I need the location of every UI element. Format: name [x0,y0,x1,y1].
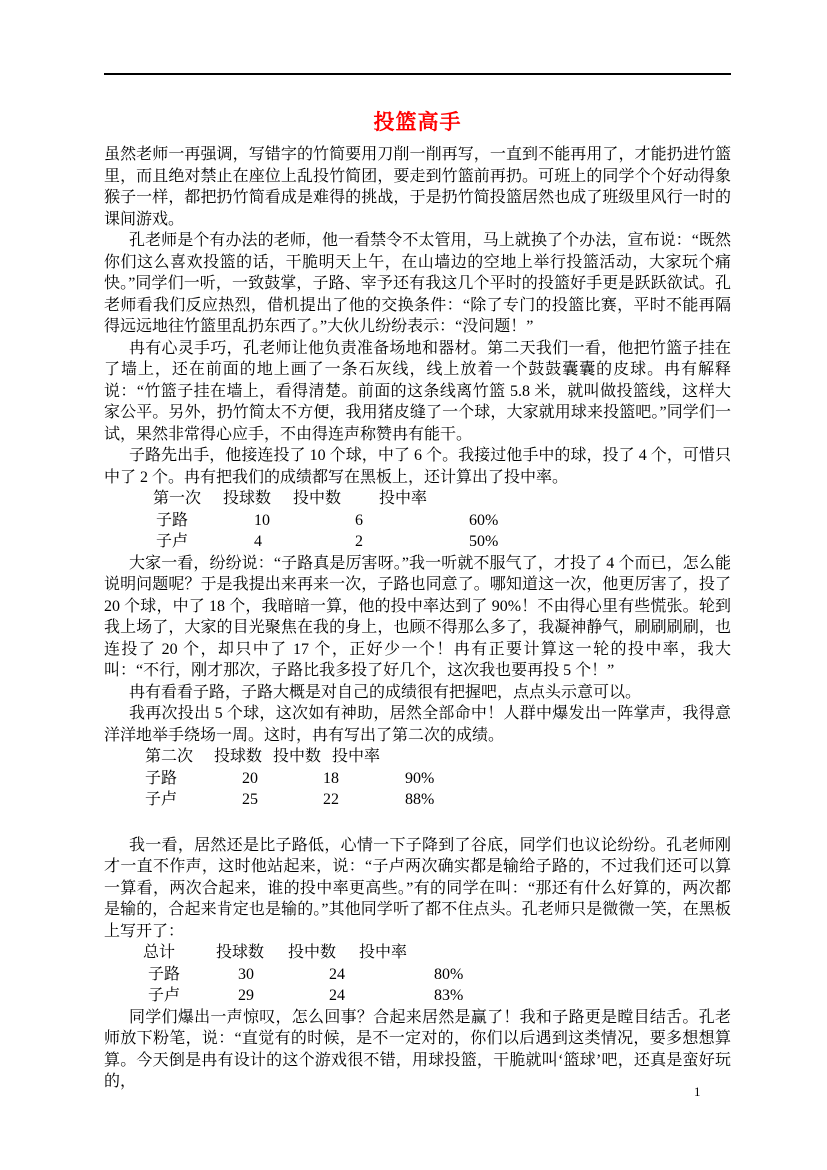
cell-thrown: 10 [254,511,270,529]
cell-rate: 80% [434,965,464,983]
cell-rate: 50% [469,533,499,550]
cell-thrown: 25 [242,791,258,808]
col-made: 投中数 [293,490,342,507]
score-table-round1 [104,488,731,553]
col-thrown: 投球数 [216,944,265,961]
col-made: 投中数 [273,748,322,765]
document-content [104,73,731,1093]
cell-rate: 60% [469,511,499,529]
cell-player-name: 子路 [148,965,181,983]
page-title: 投篮高手 [373,110,462,134]
cell-rate: 90% [405,769,435,787]
score-table-round2 [104,746,731,811]
cell-player-name: 子卢 [148,987,181,1004]
col-rate: 投中率 [379,490,428,507]
cell-player-name: 子卢 [145,791,178,808]
table-row-player2 [104,789,731,811]
paragraph-6: 冉有看看子路，子路大概是对自己的成绩很有把握吧，点点头示意可以。 [129,683,642,701]
col-round-label: 第二次 [145,748,194,765]
cell-made: 24 [329,987,345,1004]
cell-thrown: 20 [242,769,258,787]
score-table-total [104,942,731,1007]
col-thrown: 投球数 [223,490,272,507]
col-rate: 投中率 [359,944,408,961]
cell-rate: 83% [434,987,464,1004]
cell-made: 24 [329,965,345,983]
table-header-row [104,746,731,768]
cell-made: 2 [355,533,363,550]
paragraph-3: 冉有心灵手巧，孔老师让他负责准备场地和器材。第二天我们一看，他把竹篮子挂在了墙上，还在前面的地上画了一条石灰线，线上放着一个鼓鼓囊囊的皮球。冉有解释说：“竹篮子挂在墙上，看得清楚。前面的这条线离竹篮 5.8 米，就叫做投篮线，这样大家公平。另外，扔竹简太不方便，我用猪皮缝了一个球，大家就用球来投篮吧。”同学们一试，果然非常得心应手，不由得连声称赞冉有能干。 [104,339,731,443]
cell-player-name: 子路 [156,511,189,529]
header-divider [104,73,731,75]
paragraph-9: 同学们爆出一声惊叹，怎么回事？合起来居然是赢了！我和子路更是瞠目结舌。孔老师放下粉笔，说：“直觉有的时候，是不一定对的，你们以后遇到这类情况，要多想想算算。今天倒是冉有设计的这个游戏很不错，用球投篮，干脆就叫‘篮球’吧，还真是蛮好玩的， [104,1008,731,1090]
paragraph-1: 虽然老师一再强调，写错字的竹简要用刀削一削再写，一直到不能再用了，才能扔进竹篮里，而且绝对禁止在座位上乱投竹简团，要走到竹篮前再扔。可班上的同学个个好动得象猴子一样，都把扔竹简看成是难得的挑战，于是扔竹简投篮居然也成了班级里风行一时的课间游戏。 [104,146,731,228]
col-rate: 投中率 [332,748,381,765]
cell-player-name: 子路 [145,769,178,787]
col-round-label: 总计 [143,944,176,961]
table-row-player2 [104,985,731,1007]
col-made: 投中数 [288,944,337,961]
page-number: 1 [694,1084,701,1099]
cell-rate: 88% [405,791,435,808]
col-thrown: 投球数 [214,748,263,765]
cell-thrown: 4 [254,533,262,550]
col-round-label: 第一次 [153,490,202,507]
paragraph-2: 孔老师是个有办法的老师，他一看禁令不太管用，马上就换了个办法，宣布说：“既然你们这么喜欢投篮的话，干脆明天上午，在山墙边的空地上举行投篮活动，大家玩个痛快。”同学们一听，一致鼓掌，子路、宰予还有我这几个平时的投篮好手更是跃跃欲试。孔老师看我们反应热烈，借机提出了他的交换条件：“除了专门的投篮比赛，平时不能再隔得远远地往竹篮里乱扔东西了。”大伙儿纷纷表示：“没问题！” [104,232,731,335]
paragraph-5: 大家一看，纷纷说：“子路真是厉害呀。”我一听就不服气了，才投了 4 个而已，怎么能说明问题呢？于是我提出来再来一次，子路也同意了。哪知道这一次，他更厉害了，投了 20 个球，中了 18 个，我暗暗一算，他的投中率达到了 90%！不由得心里有些慌张。轮到我上场了，大家的目光聚焦在我的身上，也顾不得那么多了，我凝神静气，刷刷刷刷，也连投了 20 个，却只中了 17 个，正好少一个！冉有正要计算这一轮的投中率，我大叫：“不行，刚才那次，子路比我多投了好几个，这次我也要再投 5 个！” [104,554,731,679]
table-row-player1 [104,510,731,532]
cell-made: 18 [323,769,339,787]
table-row-player1 [104,768,731,790]
paragraph-4: 子路先出手，他接连投了 10 个球，中了 6 个。我接过他手中的球，投了 4 个，可惜只中了 2 个。冉有把我们的成绩都写在黑板上，还计算出了投中率。 [104,447,731,486]
cell-player-name: 子卢 [156,533,189,550]
table-header-row [104,488,731,510]
cell-thrown: 29 [238,987,254,1004]
table-header-row [104,942,731,964]
cell-made: 22 [323,791,339,808]
table-row-player1 [104,964,731,986]
table-row-player2 [104,531,731,553]
cell-made: 6 [355,511,363,529]
paragraph-7: 我再次投出 5 个球，这次如有神助，居然全部命中！人群中爆发出一阵掌声，我得意洋洋地举手绕场一周。这时，冉有写出了第二次的成绩。 [104,705,731,744]
document-body [104,144,731,1093]
cell-thrown: 30 [238,965,254,983]
paragraph-8: 我一看，居然还是比子路低，心情一下子降到了谷底，同学们也议论纷纷。孔老师刚才一直不作声，这时他站起来，说：“子卢两次确实都是输给子路的，不过我们还可以算一算看，两次合起来，谁的投中率更高些。”有的同学在叫：“那还有什么好算的，两次都是输的，合起来肯定也是输的。”其他同学听了都不住点头。孔老师只是微微一笑，在黑板上写开了： [104,836,731,940]
